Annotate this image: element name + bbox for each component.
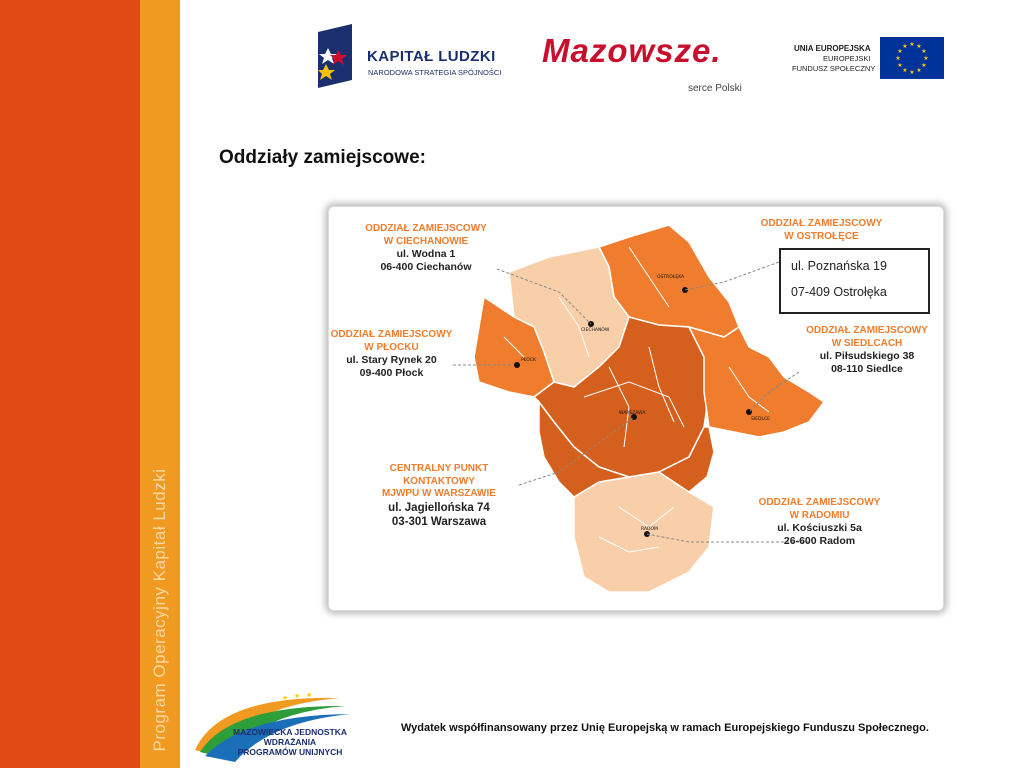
callout-siedlce xyxy=(797,325,937,376)
callout-warszawa-street: ul. Jagiellońska 74 xyxy=(388,501,490,514)
city-label-ciechanow: CIECHANÓW xyxy=(581,328,610,333)
callout-ostroleka-title1: ODDZIAŁ ZAMIEJSCOWY xyxy=(760,218,883,229)
mjwpu-line-2: WDRAŻANIA xyxy=(263,737,317,747)
svg-text:★: ★ xyxy=(916,67,922,74)
callout-warszawa xyxy=(354,463,524,529)
svg-text:★: ★ xyxy=(916,43,922,50)
callout-ostroleka-title2: W OSTROŁĘCE xyxy=(784,230,859,242)
svg-text:★: ★ xyxy=(294,692,301,700)
callout-siedlce-title2: W SIEDLCACH xyxy=(831,337,903,349)
city-label-radom: RADOM xyxy=(641,527,658,532)
callout-siedlce-street: ul. Piłsudskiego 38 xyxy=(819,350,915,362)
callout-ostroleka-street: ul. Poznańska 19 xyxy=(791,259,887,273)
svg-text:★: ★ xyxy=(306,691,313,699)
callout-radom xyxy=(747,497,892,548)
callout-ciechanow xyxy=(351,223,501,274)
svg-text:★: ★ xyxy=(923,55,929,62)
sidebar-label-text: Program Operacyjny Kapitał Ludzki xyxy=(150,468,169,752)
region-radom xyxy=(574,472,714,592)
city-dot-plock xyxy=(514,362,520,368)
callout-plock-title2: W PŁOCKU xyxy=(364,341,419,353)
callout-ciechanow-street: ul. Wodna 1 xyxy=(396,248,456,260)
eu-label-3: FUNDUSZ SPOŁECZNY xyxy=(792,64,876,73)
map-panel xyxy=(328,206,944,611)
svg-text:★: ★ xyxy=(921,62,927,69)
callout-ciechanow-title1: ODDZIAŁ ZAMIEJSCOWY xyxy=(365,223,487,234)
city-label-warszawa: WARSZAWA xyxy=(619,411,646,416)
callout-siedlce-city: 08-110 Siedlce xyxy=(831,363,903,376)
kapital-ludzki-name: KAPITAŁ LUDZKI xyxy=(367,48,496,65)
svg-text:★: ★ xyxy=(909,41,915,48)
callout-ciechanow-title2: W CIECHANOWIE xyxy=(383,235,469,247)
svg-text:★: ★ xyxy=(921,48,927,55)
callout-plock-city: 09-400 Płock xyxy=(359,367,424,380)
page-title: Oddziały zamiejscowe: xyxy=(219,147,426,168)
eu-label-2: EUROPEJSKI xyxy=(823,54,871,63)
svg-text:★: ★ xyxy=(895,55,901,62)
callout-ciechanow-city: 06-400 Ciechanów xyxy=(380,261,472,274)
svg-text:★: ★ xyxy=(902,67,908,74)
mazowsze-subtitle: serce Polski xyxy=(688,83,742,94)
svg-text:★: ★ xyxy=(897,62,903,69)
eu-label-1: UNIA EUROPEJSKA xyxy=(794,44,871,53)
callout-ostroleka-city: 07-409 Ostrołęka xyxy=(791,285,887,299)
logo-bar xyxy=(300,18,960,94)
kapital-ludzki-icon xyxy=(318,24,352,88)
callout-radom-street: ul. Kościuszki 5a xyxy=(777,522,862,534)
mjwpu-line-1: MAZOWIECKA JEDNOSTKA xyxy=(233,727,347,737)
callout-warszawa-title2: MJWPU W WARSZAWIE xyxy=(382,488,496,499)
mjwpu-logo xyxy=(190,680,365,768)
eu-flag-icon xyxy=(880,37,944,79)
mazowsze-logo: Mazowsze. xyxy=(542,32,722,69)
footer-cofinancing-note: Wydatek współfinansowany przez Unię Europejską w ramach Europejskiego Funduszu Społecznego. xyxy=(401,722,929,734)
callout-plock-title1: ODDZIAŁ ZAMIEJSCOWY xyxy=(330,329,453,340)
city-label-ostroleka: OSTROŁĘKA xyxy=(657,275,685,280)
callout-ostroleka-title xyxy=(749,218,894,243)
callout-warszawa-city: 03-301 Warszawa xyxy=(391,515,487,528)
callout-radom-title1: ODDZIAŁ ZAMIEJSCOWY xyxy=(758,497,881,508)
callout-plock-street: ul. Stary Rynek 20 xyxy=(346,354,437,366)
callout-warszawa-title1: CENTRALNY PUNKT KONTAKTOWY xyxy=(389,463,489,487)
city-label-plock: PŁOCK xyxy=(521,358,536,363)
svg-text:★: ★ xyxy=(909,69,915,76)
callout-radom-title2: W RADOMIU xyxy=(789,509,850,521)
kapital-ludzki-subtitle: NARODOWA STRATEGIA SPÓJNOŚCI xyxy=(368,68,502,77)
callout-plock xyxy=(329,329,454,380)
svg-text:★: ★ xyxy=(897,48,903,55)
sidebar-band xyxy=(0,0,140,768)
callout-radom-city: 26-600 Radom xyxy=(783,535,856,548)
callout-ostroleka-box xyxy=(779,248,930,314)
callout-siedlce-title1: ODDZIAŁ ZAMIEJSCOWY xyxy=(806,325,928,336)
svg-text:★: ★ xyxy=(902,43,908,50)
sidebar-label xyxy=(140,0,180,768)
svg-text:★: ★ xyxy=(282,694,289,702)
mjwpu-line-3: PROGRAMÓW UNIJNYCH xyxy=(237,747,343,757)
city-label-siedlce: SIEDLCE xyxy=(751,417,770,422)
